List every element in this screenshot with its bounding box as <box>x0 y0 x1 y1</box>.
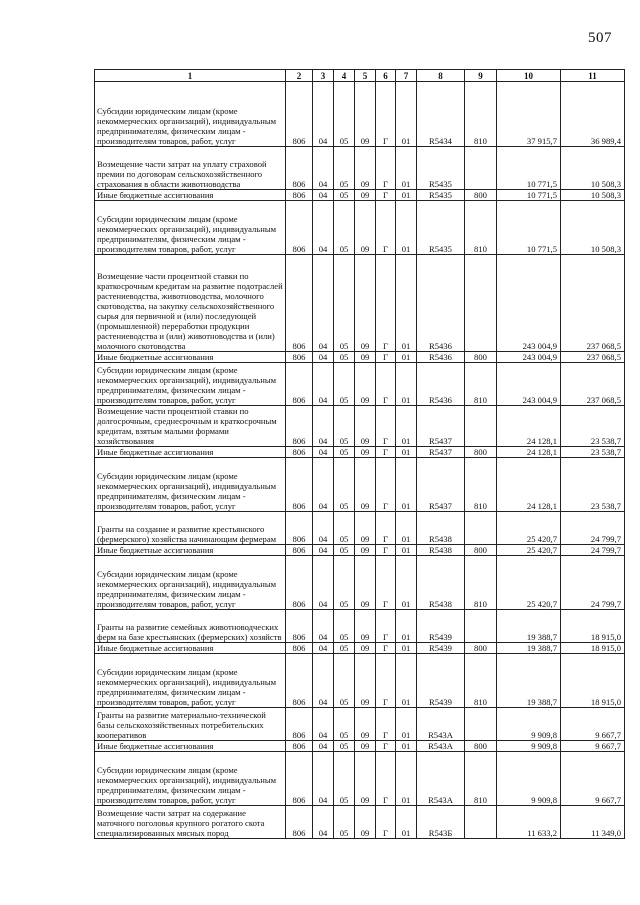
row-cell-c8: R543A <box>417 752 465 806</box>
row-cell-c9 <box>465 806 497 839</box>
row-cell-c4: 05 <box>334 255 355 352</box>
row-cell-c4: 05 <box>334 556 355 610</box>
column-header-11: 11 <box>561 70 625 82</box>
row-cell-c10: 243 004,9 <box>497 352 561 363</box>
row-cell-c7: 01 <box>396 741 417 752</box>
row-name-cell: Субсидии юридическим лицам (кроме некоммерческих организаций), индивидуальным предпринимателям, физическим лицам - производителям товаров, работ, услуг <box>95 654 286 708</box>
row-cell-c9 <box>465 406 497 447</box>
row-cell-c3: 04 <box>313 363 334 406</box>
row-cell-c11: 10 508,3 <box>561 201 625 255</box>
row-cell-c9: 800 <box>465 190 497 201</box>
row-cell-c4: 05 <box>334 201 355 255</box>
row-cell-c9: 800 <box>465 741 497 752</box>
row-cell-c10: 19 388,7 <box>497 610 561 643</box>
column-header-7: 7 <box>396 70 417 82</box>
row-cell-c5: 09 <box>355 806 376 839</box>
row-cell-c10: 10 771,5 <box>497 190 561 201</box>
row-cell-c3: 04 <box>313 458 334 512</box>
row-cell-c2: 806 <box>286 255 313 352</box>
column-header-8: 8 <box>417 70 465 82</box>
row-cell-c2: 806 <box>286 643 313 654</box>
row-cell-c6: Г <box>376 447 396 458</box>
row-cell-c2: 806 <box>286 741 313 752</box>
row-name-cell: Гранты на развитие семейных животноводческих ферм на базе крестьянских (фермерских) хозяйств <box>95 610 286 643</box>
row-cell-c8: R5438 <box>417 556 465 610</box>
row-cell-c2: 806 <box>286 147 313 190</box>
row-cell-c3: 04 <box>313 255 334 352</box>
row-cell-c11: 23 538,7 <box>561 406 625 447</box>
row-cell-c7: 01 <box>396 654 417 708</box>
row-cell-c2: 806 <box>286 447 313 458</box>
column-header-6: 6 <box>376 70 396 82</box>
row-cell-c4: 05 <box>334 752 355 806</box>
row-cell-c9: 800 <box>465 545 497 556</box>
row-cell-c3: 04 <box>313 512 334 545</box>
row-cell-c5: 09 <box>355 406 376 447</box>
row-cell-c8: R5436 <box>417 363 465 406</box>
row-cell-c7: 01 <box>396 556 417 610</box>
row-cell-c2: 806 <box>286 556 313 610</box>
row-cell-c11: 23 538,7 <box>561 458 625 512</box>
row-cell-c3: 04 <box>313 654 334 708</box>
row-cell-c3: 04 <box>313 556 334 610</box>
row-cell-c6: Г <box>376 741 396 752</box>
table-row <box>95 643 625 654</box>
row-cell-c10: 243 004,9 <box>497 255 561 352</box>
row-cell-c6: Г <box>376 147 396 190</box>
budget-table <box>94 69 625 839</box>
row-cell-c6: Г <box>376 363 396 406</box>
row-cell-c8: R5438 <box>417 512 465 545</box>
table-row <box>95 545 625 556</box>
row-cell-c4: 05 <box>334 610 355 643</box>
row-cell-c2: 806 <box>286 363 313 406</box>
row-cell-c3: 04 <box>313 352 334 363</box>
row-cell-c4: 05 <box>334 447 355 458</box>
table-row <box>95 352 625 363</box>
row-cell-c3: 04 <box>313 406 334 447</box>
row-cell-c7: 01 <box>396 610 417 643</box>
row-cell-c2: 806 <box>286 352 313 363</box>
row-cell-c8: R5434 <box>417 82 465 147</box>
row-cell-c11: 23 538,7 <box>561 447 625 458</box>
row-cell-c3: 04 <box>313 447 334 458</box>
row-cell-c10: 9 909,8 <box>497 752 561 806</box>
row-cell-c7: 01 <box>396 752 417 806</box>
row-cell-c5: 09 <box>355 556 376 610</box>
row-cell-c3: 04 <box>313 545 334 556</box>
row-cell-c10: 9 909,8 <box>497 708 561 741</box>
row-cell-c4: 05 <box>334 147 355 190</box>
table-row <box>95 654 625 708</box>
row-cell-c11: 237 068,5 <box>561 363 625 406</box>
row-cell-c4: 05 <box>334 654 355 708</box>
table-row <box>95 447 625 458</box>
row-cell-c5: 09 <box>355 458 376 512</box>
row-cell-c11: 18 915,0 <box>561 643 625 654</box>
row-cell-c5: 09 <box>355 363 376 406</box>
row-cell-c2: 806 <box>286 752 313 806</box>
row-cell-c4: 05 <box>334 806 355 839</box>
row-cell-c10: 24 128,1 <box>497 406 561 447</box>
row-name-cell: Субсидии юридическим лицам (кроме некоммерческих организаций), индивидуальным предпринимателям, физическим лицам - производителям товаров, работ, услуг <box>95 82 286 147</box>
row-cell-c11: 10 508,3 <box>561 147 625 190</box>
table-header <box>95 70 625 82</box>
row-cell-c5: 09 <box>355 610 376 643</box>
row-cell-c6: Г <box>376 556 396 610</box>
row-cell-c11: 237 068,5 <box>561 255 625 352</box>
row-cell-c7: 01 <box>396 458 417 512</box>
row-cell-c9: 810 <box>465 556 497 610</box>
row-cell-c11: 36 989,4 <box>561 82 625 147</box>
row-cell-c7: 01 <box>396 806 417 839</box>
header-row <box>95 70 625 82</box>
row-cell-c3: 04 <box>313 708 334 741</box>
table-row <box>95 610 625 643</box>
row-cell-c8: R5435 <box>417 190 465 201</box>
row-cell-c10: 25 420,7 <box>497 512 561 545</box>
row-cell-c6: Г <box>376 201 396 255</box>
row-cell-c5: 09 <box>355 512 376 545</box>
row-name-cell: Возмещение части процентной ставки по краткосрочным кредитам на развитие подотраслей растениеводства, животноводства, молочного скотоводства, на закупку сельскохозяйственного сырья для первичной и (или) последующей (промышленной) переработки продукции растениеводства и (или) животноводства и (или) молочного скотоводства <box>95 255 286 352</box>
row-cell-c5: 09 <box>355 82 376 147</box>
row-cell-c2: 806 <box>286 201 313 255</box>
row-cell-c2: 806 <box>286 708 313 741</box>
row-name-cell: Иные бюджетные ассигнования <box>95 545 286 556</box>
row-cell-c7: 01 <box>396 255 417 352</box>
row-cell-c8: R5436 <box>417 352 465 363</box>
table-row <box>95 82 625 147</box>
row-cell-c6: Г <box>376 352 396 363</box>
row-cell-c7: 01 <box>396 363 417 406</box>
row-cell-c3: 04 <box>313 752 334 806</box>
row-cell-c11: 9 667,7 <box>561 741 625 752</box>
column-header-2: 2 <box>286 70 313 82</box>
row-cell-c2: 806 <box>286 545 313 556</box>
row-cell-c2: 806 <box>286 406 313 447</box>
row-cell-c9: 810 <box>465 201 497 255</box>
table-row <box>95 255 625 352</box>
row-cell-c10: 19 388,7 <box>497 643 561 654</box>
row-cell-c2: 806 <box>286 190 313 201</box>
row-cell-c6: Г <box>376 406 396 447</box>
row-cell-c9: 810 <box>465 363 497 406</box>
row-cell-c8: R5436 <box>417 255 465 352</box>
table-row <box>95 741 625 752</box>
column-header-10: 10 <box>497 70 561 82</box>
row-name-cell: Иные бюджетные ассигнования <box>95 447 286 458</box>
row-cell-c6: Г <box>376 708 396 741</box>
row-cell-c6: Г <box>376 806 396 839</box>
row-cell-c4: 05 <box>334 458 355 512</box>
row-name-cell: Гранты на развитие материально-технической базы сельскохозяйственных потребительских кооперативов <box>95 708 286 741</box>
row-cell-c8: R543Б <box>417 806 465 839</box>
row-cell-c9 <box>465 255 497 352</box>
row-cell-c7: 01 <box>396 352 417 363</box>
row-cell-c5: 09 <box>355 255 376 352</box>
row-cell-c4: 05 <box>334 406 355 447</box>
table-row <box>95 806 625 839</box>
column-header-4: 4 <box>334 70 355 82</box>
row-name-cell: Возмещение части затрат на содержание маточного поголовья крупного рогатого скота специализированных мясных пород <box>95 806 286 839</box>
table-row <box>95 147 625 190</box>
row-cell-c10: 10 771,5 <box>497 147 561 190</box>
row-cell-c10: 9 909,8 <box>497 741 561 752</box>
row-name-cell: Субсидии юридическим лицам (кроме некоммерческих организаций), индивидуальным предпринимателям, физическим лицам - производителям товаров, работ, услуг <box>95 201 286 255</box>
row-cell-c4: 05 <box>334 352 355 363</box>
row-name-cell: Иные бюджетные ассигнования <box>95 643 286 654</box>
row-cell-c9 <box>465 610 497 643</box>
row-cell-c7: 01 <box>396 406 417 447</box>
row-cell-c7: 01 <box>396 643 417 654</box>
row-cell-c3: 04 <box>313 82 334 147</box>
row-cell-c6: Г <box>376 545 396 556</box>
page-number: 507 <box>588 30 612 46</box>
row-cell-c10: 24 128,1 <box>497 458 561 512</box>
row-name-cell: Иные бюджетные ассигнования <box>95 741 286 752</box>
row-cell-c6: Г <box>376 255 396 352</box>
row-cell-c8: R5439 <box>417 610 465 643</box>
row-cell-c5: 09 <box>355 752 376 806</box>
row-cell-c4: 05 <box>334 190 355 201</box>
row-cell-c7: 01 <box>396 545 417 556</box>
row-cell-c9 <box>465 147 497 190</box>
row-cell-c9: 810 <box>465 82 497 147</box>
row-cell-c6: Г <box>376 512 396 545</box>
row-cell-c9: 800 <box>465 352 497 363</box>
row-cell-c7: 01 <box>396 708 417 741</box>
column-header-1: 1 <box>95 70 286 82</box>
row-cell-c10: 37 915,7 <box>497 82 561 147</box>
row-cell-c11: 10 508,3 <box>561 190 625 201</box>
row-cell-c5: 09 <box>355 447 376 458</box>
row-cell-c4: 05 <box>334 741 355 752</box>
row-cell-c11: 24 799,7 <box>561 556 625 610</box>
row-cell-c2: 806 <box>286 806 313 839</box>
row-cell-c2: 806 <box>286 654 313 708</box>
row-cell-c5: 09 <box>355 654 376 708</box>
row-cell-c8: R5435 <box>417 201 465 255</box>
row-cell-c5: 09 <box>355 708 376 741</box>
row-cell-c11: 11 349,0 <box>561 806 625 839</box>
row-cell-c11: 9 667,7 <box>561 752 625 806</box>
row-cell-c8: R543A <box>417 708 465 741</box>
row-name-cell: Иные бюджетные ассигнования <box>95 190 286 201</box>
row-name-cell: Субсидии юридическим лицам (кроме некоммерческих организаций), индивидуальным предпринимателям, физическим лицам - производителям товаров, работ, услуг <box>95 458 286 512</box>
table-row <box>95 406 625 447</box>
row-cell-c6: Г <box>376 82 396 147</box>
row-cell-c10: 24 128,1 <box>497 447 561 458</box>
row-cell-c2: 806 <box>286 458 313 512</box>
table-body <box>95 82 625 839</box>
row-cell-c8: R5439 <box>417 654 465 708</box>
row-cell-c10: 11 633,2 <box>497 806 561 839</box>
row-cell-c11: 24 799,7 <box>561 512 625 545</box>
row-cell-c8: R5435 <box>417 147 465 190</box>
row-cell-c3: 04 <box>313 806 334 839</box>
row-cell-c5: 09 <box>355 545 376 556</box>
row-cell-c6: Г <box>376 752 396 806</box>
row-cell-c7: 01 <box>396 190 417 201</box>
row-cell-c4: 05 <box>334 363 355 406</box>
row-cell-c11: 237 068,5 <box>561 352 625 363</box>
row-cell-c5: 09 <box>355 201 376 255</box>
row-cell-c6: Г <box>376 458 396 512</box>
row-cell-c8: R543A <box>417 741 465 752</box>
row-cell-c11: 9 667,7 <box>561 708 625 741</box>
row-cell-c9: 810 <box>465 752 497 806</box>
row-cell-c7: 01 <box>396 82 417 147</box>
row-cell-c10: 19 388,7 <box>497 654 561 708</box>
row-cell-c10: 25 420,7 <box>497 556 561 610</box>
row-cell-c4: 05 <box>334 512 355 545</box>
row-cell-c9: 800 <box>465 447 497 458</box>
row-cell-c2: 806 <box>286 512 313 545</box>
row-cell-c4: 05 <box>334 82 355 147</box>
row-cell-c9: 810 <box>465 654 497 708</box>
row-cell-c11: 18 915,0 <box>561 610 625 643</box>
table-row <box>95 201 625 255</box>
row-name-cell: Возмещение части затрат на уплату страховой премии по договорам сельскохозяйственного страхования в области животноводства <box>95 147 286 190</box>
row-cell-c8: R5438 <box>417 545 465 556</box>
row-cell-c2: 806 <box>286 610 313 643</box>
row-cell-c5: 09 <box>355 643 376 654</box>
row-cell-c6: Г <box>376 643 396 654</box>
row-cell-c2: 806 <box>286 82 313 147</box>
row-cell-c5: 09 <box>355 741 376 752</box>
row-cell-c10: 10 771,5 <box>497 201 561 255</box>
column-header-3: 3 <box>313 70 334 82</box>
row-cell-c11: 24 799,7 <box>561 545 625 556</box>
table-row <box>95 512 625 545</box>
row-cell-c3: 04 <box>313 147 334 190</box>
row-cell-c8: R5439 <box>417 643 465 654</box>
row-cell-c7: 01 <box>396 447 417 458</box>
table-row <box>95 363 625 406</box>
row-cell-c6: Г <box>376 654 396 708</box>
row-cell-c8: R5437 <box>417 447 465 458</box>
row-cell-c8: R5437 <box>417 458 465 512</box>
column-header-9: 9 <box>465 70 497 82</box>
row-cell-c7: 01 <box>396 512 417 545</box>
row-cell-c10: 243 004,9 <box>497 363 561 406</box>
row-name-cell: Субсидии юридическим лицам (кроме некоммерческих организаций), индивидуальным предпринимателям, физическим лицам - производителям товаров, работ, услуг <box>95 752 286 806</box>
row-cell-c4: 05 <box>334 643 355 654</box>
row-name-cell: Субсидии юридическим лицам (кроме некоммерческих организаций), индивидуальным предпринимателям, физическим лицам - производителям товаров, работ, услуг <box>95 363 286 406</box>
row-cell-c7: 01 <box>396 201 417 255</box>
row-cell-c11: 18 915,0 <box>561 654 625 708</box>
row-name-cell: Иные бюджетные ассигнования <box>95 352 286 363</box>
row-cell-c9 <box>465 512 497 545</box>
row-cell-c3: 04 <box>313 190 334 201</box>
row-cell-c10: 25 420,7 <box>497 545 561 556</box>
row-cell-c3: 04 <box>313 610 334 643</box>
row-cell-c5: 09 <box>355 190 376 201</box>
table-row <box>95 190 625 201</box>
row-cell-c9: 800 <box>465 643 497 654</box>
row-cell-c4: 05 <box>334 545 355 556</box>
row-cell-c3: 04 <box>313 741 334 752</box>
row-cell-c6: Г <box>376 190 396 201</box>
row-name-cell: Субсидии юридическим лицам (кроме некоммерческих организаций), индивидуальным предпринимателям, физическим лицам - производителям товаров, работ, услуг <box>95 556 286 610</box>
table-row <box>95 458 625 512</box>
row-cell-c5: 09 <box>355 147 376 190</box>
row-cell-c5: 09 <box>355 352 376 363</box>
row-cell-c6: Г <box>376 610 396 643</box>
table-row <box>95 752 625 806</box>
row-name-cell: Возмещение части процентной ставки по долгосрочным, среднесрочным и краткосрочным кредитам, взятым малыми формами хозяйствования <box>95 406 286 447</box>
row-cell-c7: 01 <box>396 147 417 190</box>
row-cell-c9 <box>465 708 497 741</box>
row-cell-c4: 05 <box>334 708 355 741</box>
table-row <box>95 708 625 741</box>
row-name-cell: Гранты на создание и развитие крестьянского (фермерского) хозяйства начинающим фермерам <box>95 512 286 545</box>
row-cell-c3: 04 <box>313 643 334 654</box>
row-cell-c3: 04 <box>313 201 334 255</box>
table-row <box>95 556 625 610</box>
row-cell-c8: R5437 <box>417 406 465 447</box>
column-header-5: 5 <box>355 70 376 82</box>
row-cell-c9: 810 <box>465 458 497 512</box>
